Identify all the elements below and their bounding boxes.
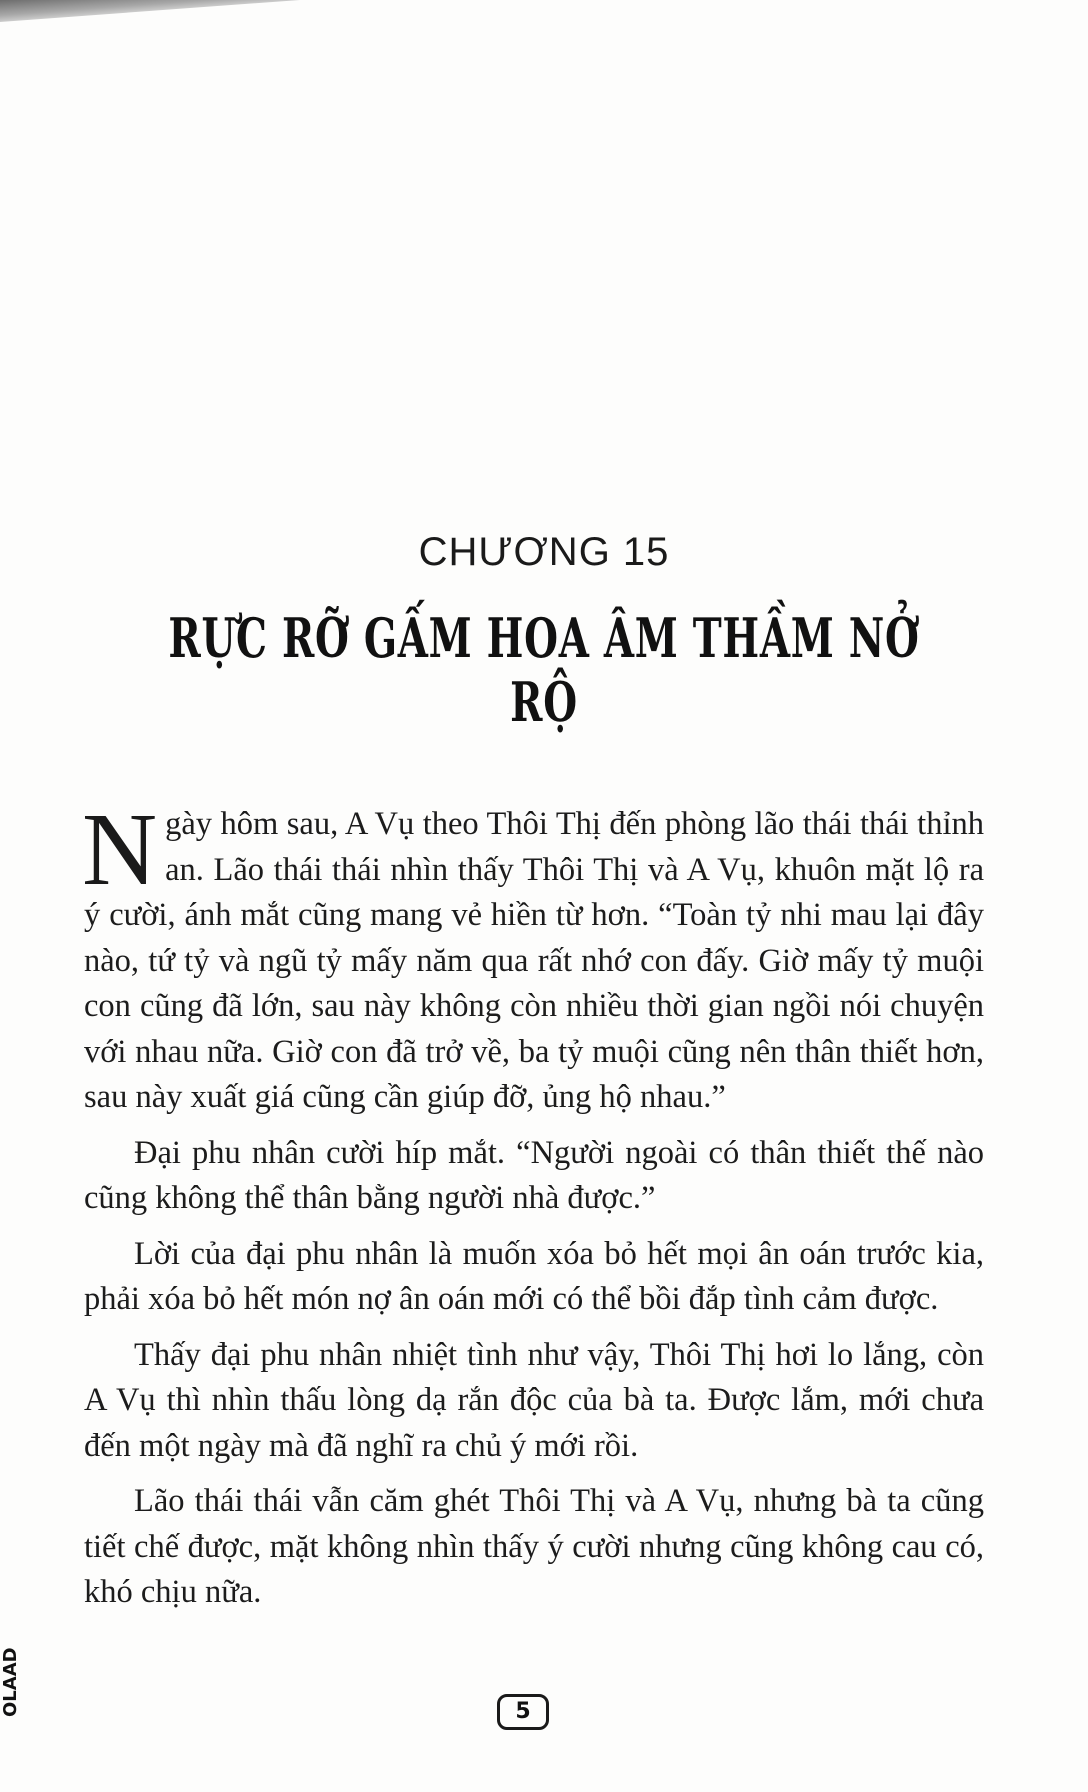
chapter-label: CHƯƠNG 15	[418, 530, 670, 574]
chapter-title: RỰC RỠ GẤM HOA ÂM THẦM NỞ RỘ	[168, 606, 920, 734]
side-publisher-mark: OLAAD	[0, 1647, 21, 1717]
paragraph-5: Lão thái thái vẫn căm ghét Thôi Thị và A Vụ, nhưng bà ta cũng tiết chế được, mặt không nhìn thấy ý cười nhưng cũng không cau có, khó chịu nữa.	[84, 1483, 984, 1610]
paragraph-4: Thấy đại phu nhân nhiệt tình như vậy, Thôi Thị hơi lo lắng, còn A Vụ thì nhìn thấu lòng dạ rắn độc của bà ta. Được lắm, mới chưa đến một ngày mà đã nghĩ ra chủ ý mới rồi.	[84, 1336, 984, 1464]
paragraph-3: Lời của đại phu nhân là muốn xóa bỏ hết mọi ân oán trước kia, phải xóa bỏ hết món nợ ân oán mới có thể bồi đắp tình cảm được.	[84, 1235, 984, 1317]
paragraph-1-text: gày hôm sau, A Vụ theo Thôi Thị đến phòng lão thái thái thỉnh an. Lão thái thái nhìn thấy Thôi Thị và A Vụ, khuôn mặt lộ ra ý cười, ánh mắt cũng mang vẻ hiền từ hơn. “Toàn tỷ nhi mau lại đây nào, tứ tỷ và ngũ tỷ mấy năm qua rất nhớ con đấy. Giờ mấy tỷ muội con cũng đã lớn, sau này không còn nhiều thời gian ngồi nói chuyện với nhau nữa. Giờ con đã trở về, ba tỷ muội cũng nên thân thiết hơn, sau này xuất giá cũng cần giúp đỡ, ủng hộ nhau.”	[84, 806, 984, 1115]
drop-cap: N	[82, 792, 158, 907]
paragraph-2: Đại phu nhân cười híp mắt. “Người ngoài có thân thiết thế nào cũng không thể thân bằng người nhà được.”	[84, 1134, 984, 1216]
body-text	[82, 792, 984, 1626]
page-number: 5	[497, 1694, 549, 1730]
paragraph-1	[82, 792, 984, 1121]
scan-corner-shadow	[0, 0, 300, 22]
